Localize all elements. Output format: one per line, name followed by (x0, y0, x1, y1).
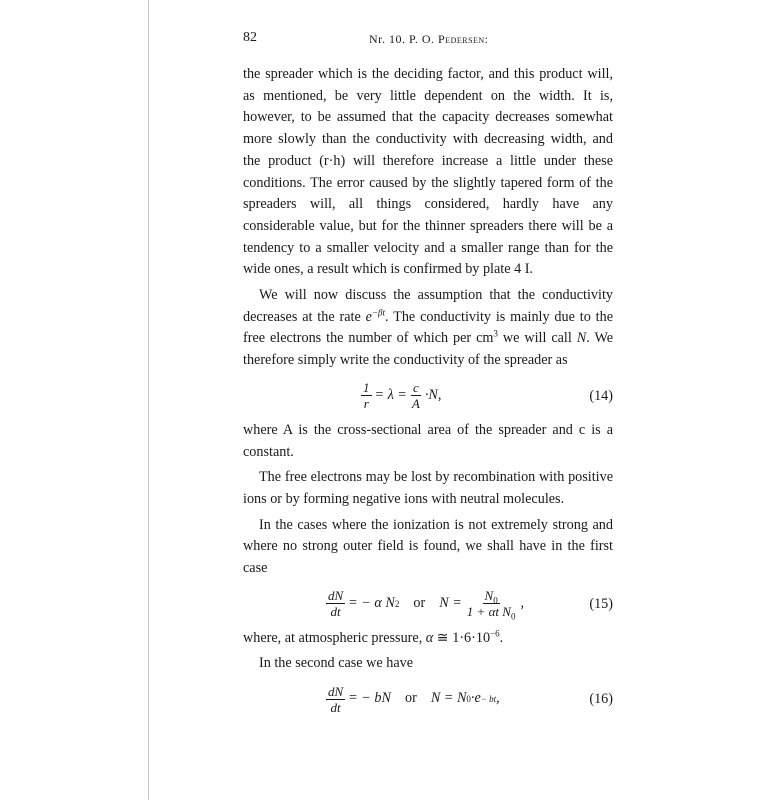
paragraph-7: In the second case we have (259, 655, 414, 672)
eq15-lhs-2: N = (439, 594, 462, 611)
paragraph-6 (243, 628, 613, 650)
paragraph-4: The free electrons may be lost by recombination with positive ions or by forming negative ions with neutral molecules. (243, 469, 613, 507)
p2-text-c: we will call (497, 330, 577, 347)
eq15-frac-2-num (483, 588, 500, 604)
paragraph-3: where A is the cross-sectional area of the spreader and c is a constant. (243, 421, 613, 460)
p2-exp-sup: −βt (371, 307, 385, 317)
p6-text-b: ≅ 1·6·10 (433, 629, 491, 646)
p6-sup: −6 (490, 628, 500, 639)
eq15-frac-1-num: dN (328, 588, 344, 604)
eq16-lhs-2: N = N (430, 690, 467, 707)
eq16-tail: , (496, 690, 500, 707)
p2-text-d: . We therefore simply write the conductivity of the spreader as (243, 330, 613, 369)
page-number: 82 (243, 30, 257, 45)
eq15-frac-2 (465, 588, 518, 622)
eq14-mid: = λ = (374, 386, 407, 403)
equation-16-number: (16) (589, 691, 613, 708)
eq15-or: or (413, 594, 426, 611)
equation-16 (243, 679, 613, 719)
eq14-frac-1-num: 1 (363, 380, 370, 396)
p6-alpha: α (425, 629, 434, 646)
p2-cm-sup: 3 (493, 328, 498, 339)
p6-text-c: . (499, 629, 504, 646)
eq14-frac-2-num: c (412, 380, 419, 396)
p6-text-a: where, at atmospheric pressure, (243, 629, 426, 646)
eq15-frac-2-den (465, 604, 518, 622)
eq15-frac-2-den-base: 1 + αt N (466, 604, 511, 620)
eq16-frac-1-num: dN (328, 683, 344, 699)
eq16-or: or (404, 690, 417, 707)
eq14-frac-1 (361, 380, 372, 411)
body-text (243, 64, 613, 723)
paragraph-1: the spreader which is the deciding factor, and this product will, as mentioned, be very little dependent on the width. It is, however, to be assumed that the capacity decreases somewhat more slowly than the conductivity with decreasing width, and the product (r·h) will therefore increase a little under these conditions. The error caused by the slightly tapered form of the spreaders will, all things considered, hardly have any considerable value, but for the thinner spreaders there will be a tendency to a smaller velocity and a smaller range than for the wide ones, a result which is confirmed by plate 4 I. (243, 66, 613, 278)
eq14-frac-1-den: r (363, 396, 369, 412)
eq15-frac-2-num-base: N (484, 588, 494, 604)
eq15-frac-1-den: dt (330, 604, 341, 620)
eq15-rhs-1: = − α N (348, 594, 395, 611)
page-binding-line (148, 0, 149, 800)
eq15-frac-2-den-sub: 0 (510, 611, 516, 622)
eq14-frac-2 (410, 380, 422, 411)
running-head-prefix: Nr. 10. (369, 32, 406, 46)
eq16-rhs-1: = − bN (348, 690, 391, 707)
equation-15-number: (15) (589, 595, 613, 612)
equation-14-number: (14) (589, 387, 613, 404)
eq16-frac-1 (326, 684, 345, 715)
equation-14-body (358, 376, 441, 416)
equation-14 (243, 376, 613, 416)
equation-16-body: $\frac{dN}{dt}$ = − bN or N = N 0 ·e − bt , (328, 683, 500, 715)
p2-exp-base: e (365, 308, 372, 325)
p2-N: N (576, 330, 587, 347)
p2-text-b: . The conductivity is mainly due to the free electrons the number of which per cm (243, 308, 613, 347)
eq16-rhs-2-base: ·e (470, 690, 481, 707)
paragraph-2 (243, 285, 613, 372)
eq14-frac-2-den: A (411, 396, 420, 412)
eq15-frac-2-num-sub: 0 (493, 595, 498, 606)
eq15-tail: , (520, 594, 524, 611)
running-head-author: P. O. Pedersen: (409, 32, 489, 46)
paragraph-5: In the cases where the ionization is not extremely strong and where no strong outer field is found, we shall have in the first case (243, 516, 613, 577)
p2-text-a: We will now discuss the assumption that the conductivity decreases at the rate (243, 287, 613, 325)
eq15-frac-1 (326, 588, 345, 619)
running-head (369, 32, 489, 47)
equation-15-body: $\frac{dN}{dt}$ = − α N 2 or N = $\frac{N_0}{1 + \alpha t N_0}$ , (328, 588, 524, 622)
eq14-tail: ·N, (424, 386, 442, 403)
eq16-frac-1-den: dt (330, 699, 341, 715)
equation-15 (243, 584, 613, 624)
